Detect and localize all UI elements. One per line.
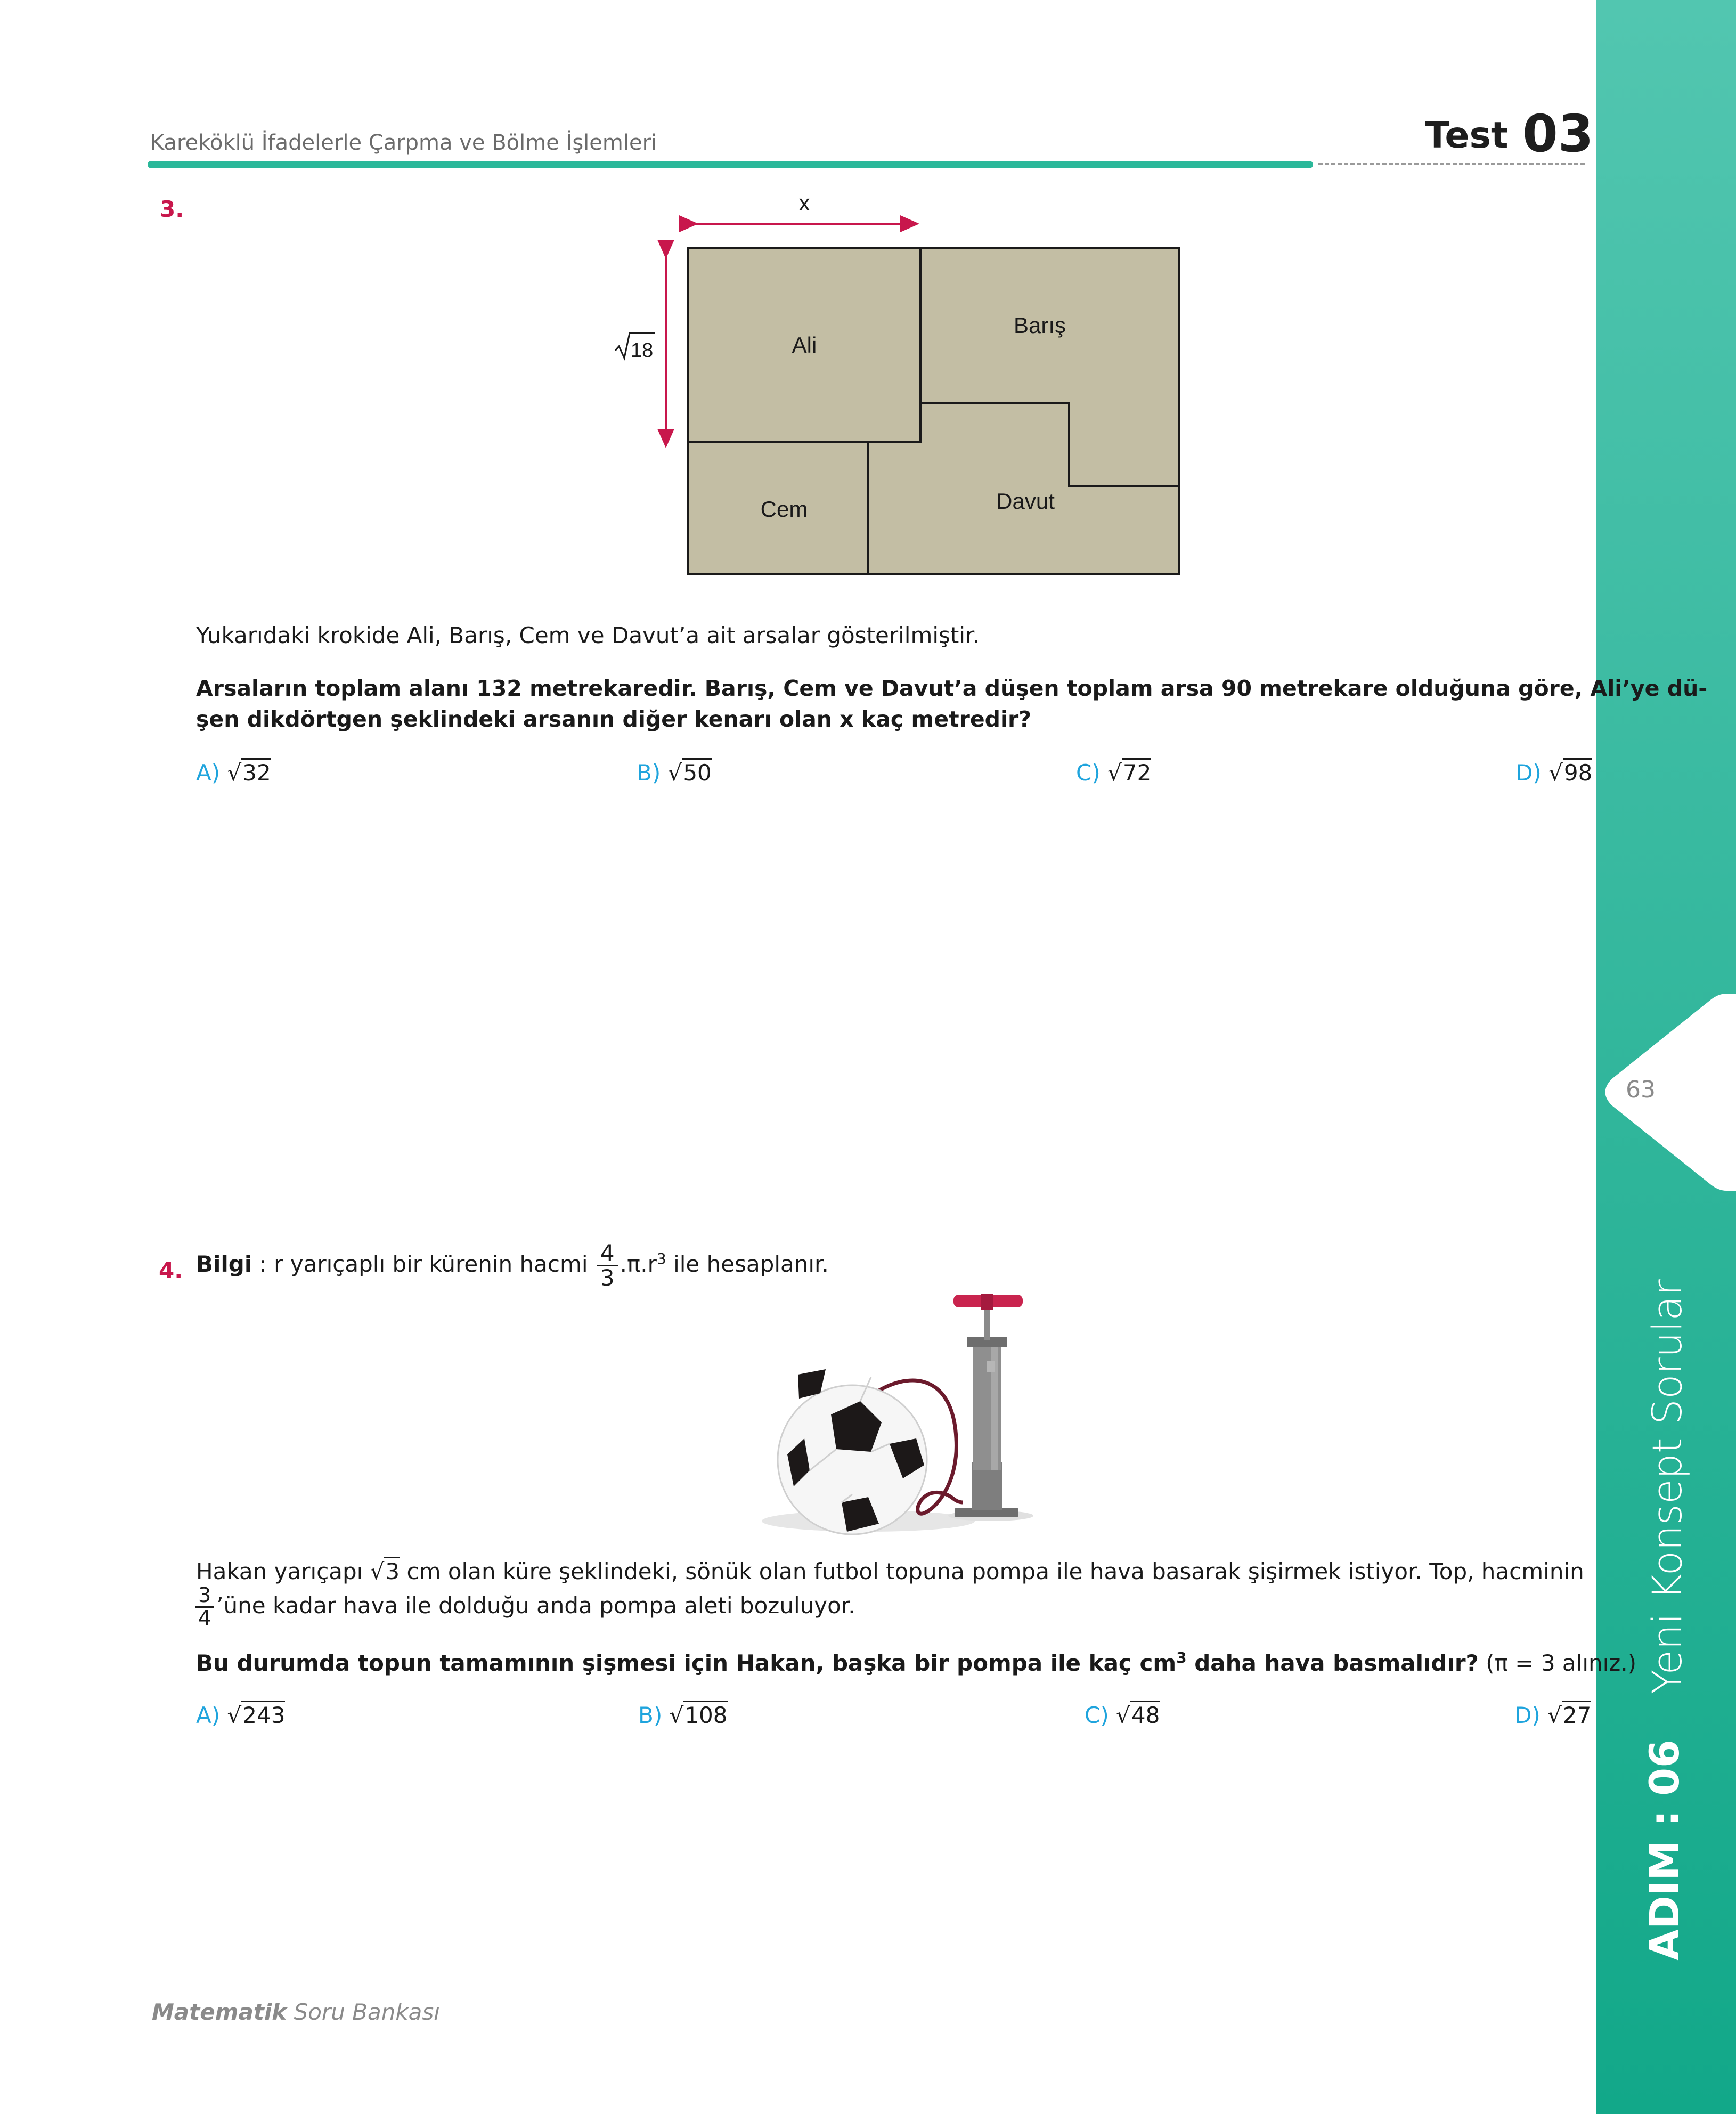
option-letter: C) — [1085, 1702, 1109, 1728]
x-label: x — [798, 192, 810, 215]
info-formula: .π.r — [620, 1251, 657, 1278]
stem-text-end: daha hava basmalıdır? — [1186, 1650, 1479, 1676]
question-3-number: 3. — [160, 196, 184, 222]
ball-and-pump-illustration — [740, 1279, 1071, 1540]
option-value: 108 — [683, 1701, 727, 1728]
question-3-option-a[interactable]: A) √32 — [196, 760, 271, 786]
height-label-value: 18 — [631, 339, 654, 362]
option-letter: C) — [1076, 760, 1101, 786]
body-fraction: $\frac{3}{4}$ — [195, 1585, 214, 1629]
info-exponent: 3 — [656, 1250, 666, 1268]
option-letter: B) — [637, 760, 661, 786]
radius-root: 3 — [384, 1557, 400, 1584]
question-3-intro: Yukarıdaki krokide Ali, Barış, Cem ve Davut’a ait arsalar gösterilmiştir. — [196, 622, 980, 648]
question-4-stem — [196, 1649, 1636, 1676]
question-4-option-a[interactable]: A) √243 — [196, 1702, 285, 1728]
info-text: : r yarıçaplı bir kürenin hacmi — [252, 1251, 595, 1278]
question-4-number: 4. — [159, 1257, 183, 1283]
info-text-end: ile hesaplanır. — [666, 1251, 829, 1278]
question-3-option-d[interactable]: D) √98 — [1515, 760, 1592, 786]
air-pump-icon — [953, 1294, 1023, 1517]
body-text-cont: cm olan küre şeklindeki, sönük olan futbol topuna pompa ile hava basarak şişirmek istiyor. Top, hacminin — [400, 1558, 1584, 1584]
step-label: ADIM : 06 — [1641, 1739, 1688, 1961]
stem-note: (π = 3 alınız.) — [1478, 1650, 1637, 1676]
question-3-option-b[interactable]: B) √50 — [637, 760, 712, 786]
stem-text: Bu durumda topun tamamının şişmesi için Hakan, başka bir pompa ile kaç cm — [196, 1650, 1177, 1676]
region-ali: Ali — [792, 332, 817, 357]
question-4-option-b[interactable]: B) √108 — [638, 1702, 728, 1728]
option-letter: D) — [1515, 760, 1542, 786]
footer-book-title — [152, 1999, 440, 2025]
option-letter: A) — [196, 1702, 221, 1728]
section-title: Yeni Konsept Sorular — [1643, 1279, 1691, 1694]
option-value: 243 — [241, 1701, 285, 1728]
info-fraction: $\frac{4}{3}$ — [597, 1241, 618, 1290]
option-value: 50 — [682, 758, 711, 786]
page-number: 63 — [1626, 1076, 1656, 1103]
chapter-title: Kareköklü İfadelerle Çarpma ve Bölme İşlemleri — [150, 131, 657, 155]
option-value: 72 — [1122, 758, 1151, 786]
option-letter: B) — [638, 1702, 663, 1728]
footer-book: Soru Bankası — [287, 1999, 440, 2025]
header-rule — [148, 161, 1313, 168]
question-3-option-c[interactable]: C) √72 — [1076, 760, 1151, 786]
question-4-body-line2 — [193, 1585, 855, 1629]
info-label: Bilgi — [196, 1251, 252, 1278]
region-cem: Cem — [760, 497, 808, 522]
question-3-stem-line2: şen dikdörtgen şeklindeki arsanın diğer kenarı olan x kaç metredir? — [196, 706, 1032, 732]
test-label: Test — [1425, 115, 1509, 157]
region-davut: Davut — [996, 489, 1055, 514]
option-value: 48 — [1130, 1701, 1160, 1728]
stem-exponent: 3 — [1176, 1649, 1187, 1666]
question-4-option-d[interactable]: D) √27 — [1514, 1702, 1591, 1728]
option-value: 98 — [1563, 758, 1592, 786]
region-baris: Barış — [1013, 313, 1066, 338]
body-text-end: ’üne kadar hava ile dolduğu anda pompa aleti bozuluyor. — [216, 1592, 855, 1619]
height-label — [615, 333, 655, 362]
option-letter: D) — [1514, 1702, 1541, 1728]
plot-outline — [688, 248, 1179, 574]
question-4-body-line1: Hakan yarıçapı √3 cm olan küre şeklindeki, sönük olan futbol topuna pompa ile hava basarak şişirmek istiyor. Top, hacminin — [196, 1558, 1584, 1584]
question-4-option-c[interactable]: C) √48 — [1085, 1702, 1160, 1728]
option-value: 27 — [1562, 1701, 1591, 1728]
option-value: 32 — [241, 758, 271, 786]
question-4-info — [196, 1241, 829, 1290]
body-text: Hakan yarıçapı — [196, 1558, 370, 1584]
question-3-stem-line1: Arsaların toplam alanı 132 metrekaredir. Barış, Cem ve Davut’a düşen toplam arsa 90 metrekare olduğuna göre, Ali’ye dü- — [196, 676, 1708, 701]
test-number: 03 — [1522, 104, 1594, 164]
footer-subject: Matematik — [152, 1999, 287, 2025]
option-letter: A) — [196, 760, 221, 786]
plot-diagram — [597, 192, 1209, 581]
soccer-ball-icon — [778, 1369, 927, 1534]
